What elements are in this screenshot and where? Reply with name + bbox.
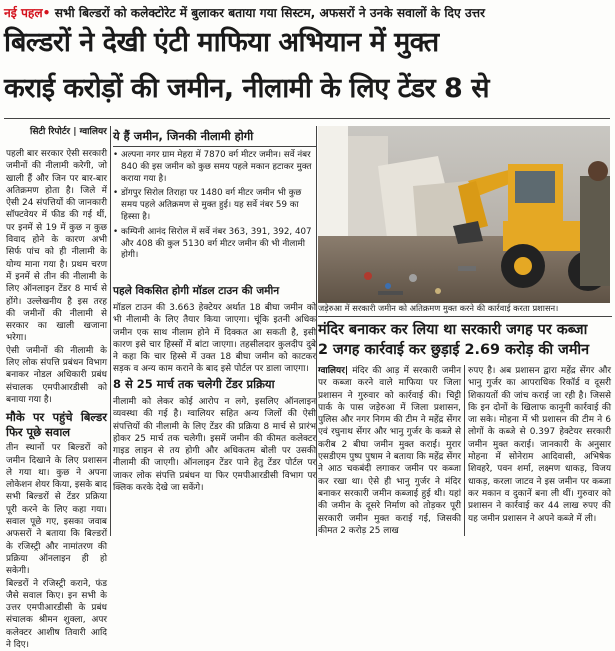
demolition-photo <box>318 126 610 303</box>
demolition-photo-image <box>318 126 610 303</box>
kicker-text: सभी बिल्डरों को कलेक्टोरेट में बुलाकर बताया गया सिस्टम, अफसरों ने उनके सवालों के दिए उत्तर <box>55 6 485 20</box>
land-list-item: • डोंगपुर सिरोल तिराहा पर 1480 वर्ग मीटर जमीन भी कुछ समय पहले अतिक्रमण से मुक्त हुई। यह सर्वे नंबर 59 का हिस्सा है। <box>113 188 316 223</box>
photo-caption: जड़ेरुआ में सरकारी जमीन को अतिक्रमण मुक्त करने की कार्रवाई करता प्रशासन। <box>318 303 612 314</box>
col2-paragraph-1: मॉडल टाउन की 3.663 हेक्टेयर अर्थात 18 बीघा जमीन को भी नीलामी के लिए तैयार किया जाएगा। चूंकि इतनी अधिक जमीन एक साथ नीलाम होने में दिक्कत आ सकती है, इसी कारण इसे चार हिस्सों में बांटा जाएगा। तहसीलदार कुलदीप दुबे ने कहा कि चार हिस्से में उक्त 18 बीघा जमीन को काटकर सड़क व अन्य काम कराने के बाद इसे पोर्टल पर डाला जाएगा। <box>113 302 316 374</box>
story2-column-2: रुपए है। अब प्रशासन द्वारा महेंद्र सेंगर और भानु गुर्जर का आपराधिक रिकॉर्ड व दूसरी शिकायतों की जांच कराई जा रही है। जिससे कि इन दोनों के खिलाफ कानूनी कार्रवाई की जा सके। मोहना में भी प्रशासन की टीम ने 6 लोगों के कब्जे से 0.397 हेक्टेयर सरकारी जमीन मुक्त कराई। जानकारी के अनुसार मोहना में सोनेराम आदिवासी, अभिषेक शिवहरे, पवन शर्मा, लक्ष्मण धाकड़, विजय धाकड़, करला जाटव ने इस जमीन पर कब्जा कर मकान व दुकानें बना ली थीं। गुरुवार को प्रशासन ने कार्रवाई कर 44 लाख रुपए की यह जमीन प्रशासन ने अपने कब्जे में ली। <box>468 365 611 537</box>
headline-line-1: बिल्डरों ने देखी एंटी माफिया अभियान में मुक्त <box>4 24 610 62</box>
land-list-item: • अल्पना नगर ग्राम मेहरा में 7870 वर्ग मीटर जमीन। सर्वे नंबर 840 की इस जमीन को कुछ समय पहले मकान हटाकर मुक्त कराया गया है। <box>113 150 316 185</box>
story2-column-1 <box>318 365 461 537</box>
story2-headline-line-2: 2 जगह कार्रवाई कर छुड़ाई 2.69 करोड़ की जमीन <box>318 340 612 360</box>
kicker-label: नई पहल <box>4 6 43 20</box>
story2-paragraph-1: मंदिर की आड़ में सरकारी जमीन पर कब्जा करने वाले माफिया पर जिला प्रशासन ने गुरुवार को कार्रवाई की। चिट्टी पार्क के पास जड़ेरुआ में जिला प्रशासन, पुलिस और नगर निगम की टीम ने महेंद्र सेंगर एवं रघुनाथ सेंगर और भानु गुर्जर के कब्जे से करीब 2 बीघा जमीन मुक्त कराई। मुरार एसडीएम पुष्प पुषाम ने बताया कि महेंद्र सेंगर ने आठ चकबंदी लगाकर जमीन पर कब्जा कर रखा था। ऐसे ही भानु गुर्जर ने मंदिर बनाकर सरकारी जमीन कब्जाई हुई थी। यहां की जमीन के दूसरे निर्माण को तोड़कर पूरी सरकारी जमीन मुक्त कराई गई, जिसकी कीमत 2 करोड़ 25 लाख <box>318 366 461 536</box>
column-divider-1 <box>110 126 111 536</box>
box-heading-rule <box>113 146 316 147</box>
col1-paragraph-3: तीन स्थानों पर बिल्डरों को जमीन दिखाने के लिए प्रशासन ले गया था। कुछ ने अपना लोकेशन शेयर किया, इसके बाद सभी बिल्डरों से टेंडर प्रक्रिया पूरी करने के लिए कहा गया। सवाल पूछे गए, इसका जवाब अफसरों ने बताया कि बिल्डरों के रजिस्ट्री और नामांतरण की प्रक्रिया ऑनलाइन ही हो सकेगी। <box>6 442 107 577</box>
col2-paragraph-2: नीलामी को लेकर कोई आरोप न लगे, इसलिए ऑनलाइन व्यवस्था की गई है। ग्वालियर सहित अन्य जिलों की ऐसी संपत्तियों की नीलामी के लिए टेंडर की प्रक्रिया 8 मार्च से प्रारंभ होकर 25 मार्च तक चलेगी। इसमें जमीन की कीमत कलेक्टर गाइड लाइन से तय होगी और अधिकतम बोली पर उसकी नीलामी की जाएगी। ऑनलाइन टेंडर पाने हेतु टेंडर पोर्टल पर जाकर लोक संपत्ति प्रबंधन या फिर एमपीआरडीसी विभाग पर क्लिक करके देखे जा सकेंगे। <box>113 396 316 536</box>
col1-paragraph-4: बिल्डरों ने रजिस्ट्री कराने, फंड जैसे सवाल किए। इन सभी के उत्तर एमपीआरडीसी के प्रबंध संचालक श्रीमन शुक्ला, अपर कलेक्टर आशीष तिवारी आदि ने दिए। <box>6 578 107 651</box>
col2-heading-1: पहले विकसित होगी मॉडल टाउन की जमीन <box>113 284 316 299</box>
box-heading: ये हैं जमीन, जिनकी नीलामी होगी <box>113 129 316 144</box>
headline-divider <box>4 118 610 119</box>
column-1 <box>6 148 107 536</box>
story2-dateline: ग्वालियर| <box>318 366 348 376</box>
kicker-bullet: • <box>43 6 51 20</box>
kicker-line <box>4 2 612 24</box>
col2-heading-2: 8 से 25 मार्च तक चलेगी टेंडर प्रक्रिया <box>113 377 316 392</box>
story2-column-divider <box>464 365 465 536</box>
col1-paragraph-1: पहली बार सरकार ऐसी सरकारी जमीनों की नीलामी करेगी, जो खाली हैं और जिन पर बार-बार अतिक्रमण होता है। जिले में ऐसी 24 संपत्तियों की जानकारी सॉफ्टवेयर में फीड की गई थीं, पर इनमें से 19 में कुछ न कुछ विवाद होने के कारण अभी सिर्फ पांच को ही नीलामी के योग्य माना गया है। प्रथम चरण में इनमें से तीन की नीलामी के लिए ऑनलाइन टेंडर 8 मार्च से होंगे। उल्लेखनीय है इस तरह की जमीनों की नीलामी से सरकार का खाली खजाना भरेगा। <box>6 148 107 345</box>
col1-paragraph-2: ऐसी जमीनों की नीलामी के लिए लोक संपत्ति प्रबंधन विभाग बनाकर नोडल अधिकारी प्रबंध संचालक एमपीआरडीसी को बनाया गया है। <box>6 345 107 406</box>
land-list <box>113 150 316 265</box>
story2-headline-line-1: मंदिर बनाकर कर लिया था सरकारी जगह पर कब्जा <box>318 320 612 340</box>
col1-subheading: मौके पर पहुंचे बिल्डर फिर पूछे सवाल <box>6 410 107 440</box>
column-divider-2 <box>316 126 317 536</box>
byline: सिटी रिपोर्टर | ग्वालियर <box>30 124 107 137</box>
land-list-item: • कम्पिनी आनंद सिरोल में सर्वे नंबर 363, 391, 392, 407 और 408 की कुल 5130 वर्ग मीटर जमीन की भी नीलामी होगी। <box>113 227 316 262</box>
caption-rule <box>318 316 612 317</box>
headline-line-2: कराई करोड़ों की जमीन, नीलामी के लिए टेंडर 8 से <box>4 70 610 108</box>
